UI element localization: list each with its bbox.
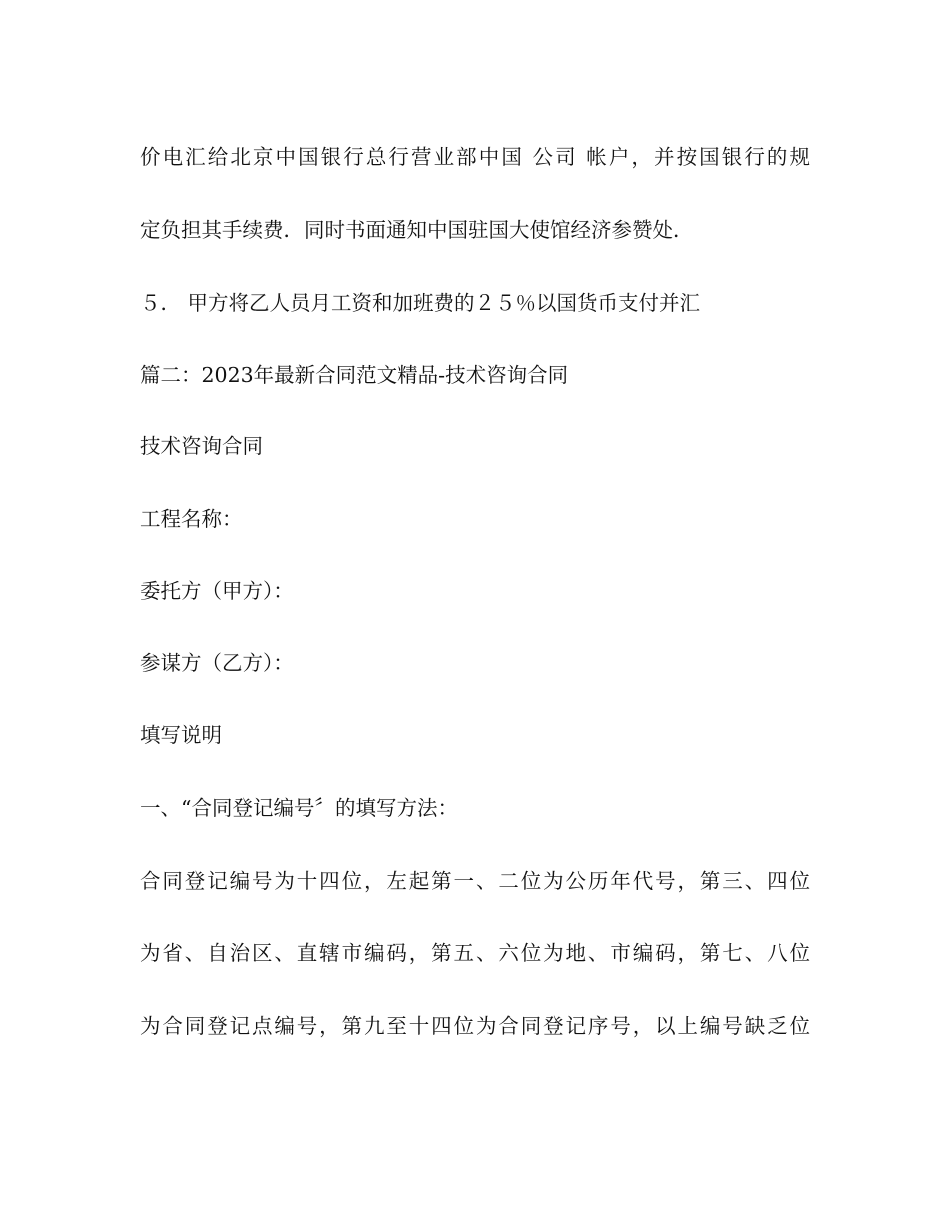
- text-line-2: 定负担其手续费．同时书面通知中国驻国大使馆经济参赞处．: [140, 218, 694, 242]
- instructions-heading: 填写说明: [140, 723, 222, 747]
- instruction-item-1: 一、“合同登记编号〞的填写方法：: [140, 796, 458, 820]
- text-line-1: 价电汇给北京中国银行总行营业部中国 公司 帐户，并按国银行的规: [140, 145, 810, 169]
- text-line-13: 为合同登记点编号，第九至十四位为合同登记序号，以上编号缺乏位: [140, 1014, 810, 1038]
- consultant-party-field: 参谋方（乙方）：: [140, 651, 294, 675]
- project-name-field: 工程名称：: [140, 507, 243, 531]
- contract-title: 技术咨询合同: [140, 434, 263, 458]
- client-party-field: 委托方（甲方）：: [140, 579, 294, 603]
- text-line-11: 合同登记编号为十四位，左起第一、二位为公历年代号，第三、四位: [140, 869, 810, 893]
- section-heading: 篇二：2023年最新合同范文精品-技术咨询合同: [140, 363, 569, 387]
- text-line-3: ５． 甲方将乙人员月工资和加班费的２５％以国货币支付并汇: [140, 291, 701, 315]
- text-line-12: 为省、自治区、直辖市编码，第五、六位为地、市编码，第七、八位: [140, 941, 810, 965]
